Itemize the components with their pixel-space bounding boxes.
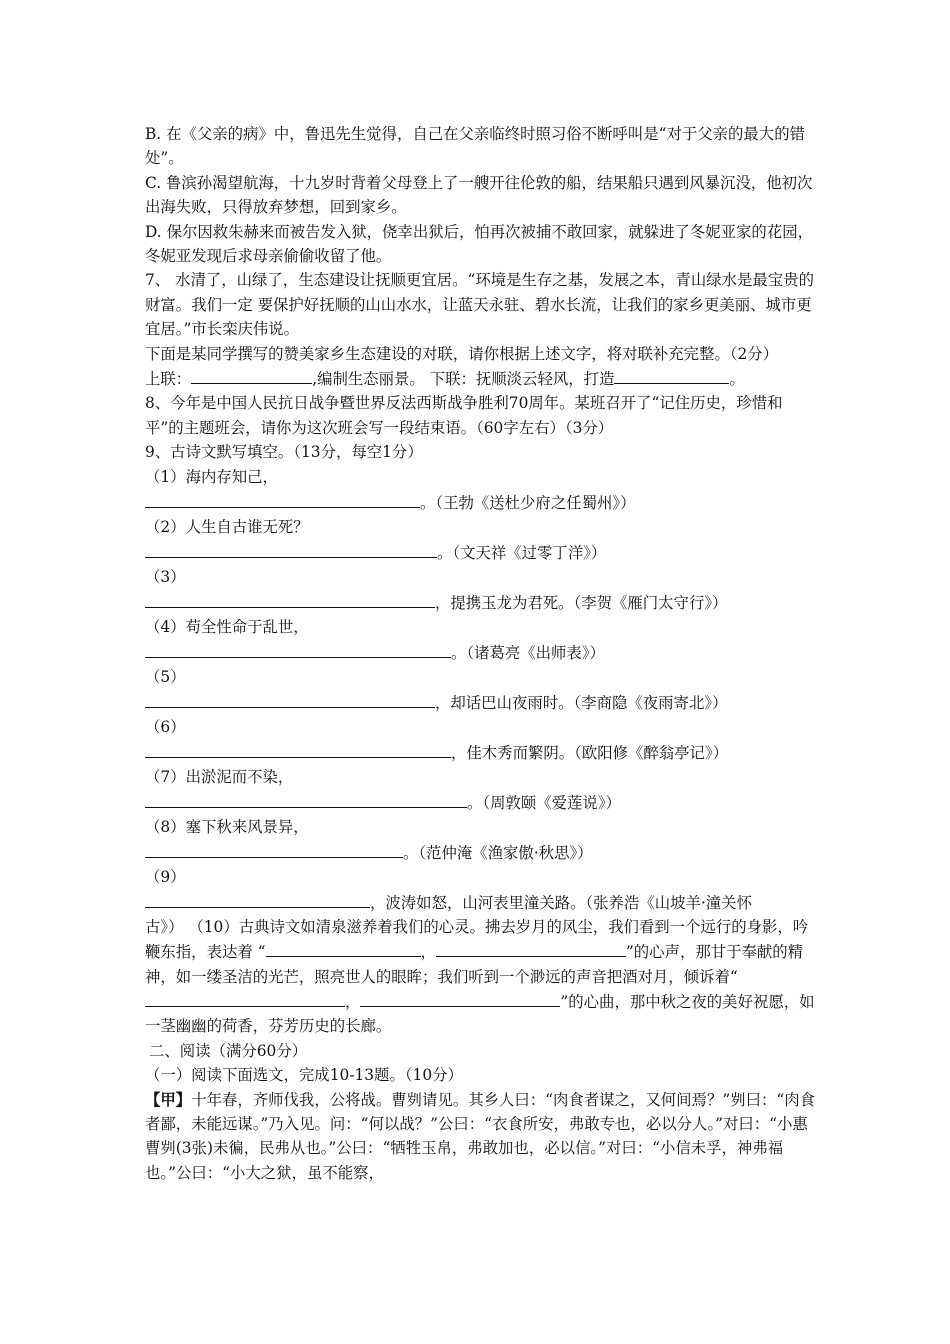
q9-item-2-answer xyxy=(145,540,817,565)
q9-blank-4[interactable] xyxy=(145,640,451,658)
q9-item-9-source: ，波涛如怒，山河表里潼关路。（张养浩《山坡羊·潼关怀 xyxy=(370,893,752,912)
q9-item-1-source: 。（王勃《送杜少府之任蜀州》） xyxy=(420,493,636,512)
page-content xyxy=(145,122,817,1185)
q9-item-1-answer xyxy=(145,490,817,515)
question-9-title: 9、古诗文默写填空。（13分，每空1分） xyxy=(145,443,423,462)
q9-blank-7[interactable] xyxy=(145,790,467,808)
question-8: 8、今年是中国人民抗日战争暨世界反法西斯战争胜利70周年。某班召开了“记住历史，珍惜和平”的主题班会，请你为这次班会写一段结束语。（60字左右）（3分） xyxy=(145,394,783,437)
q9-blank-1[interactable] xyxy=(145,490,420,508)
passage-jia-mark: 【甲】 xyxy=(145,1090,192,1109)
q9-item-8-answer xyxy=(145,840,817,865)
q9-blank-10[interactable] xyxy=(266,939,421,957)
q9-item-10-intro: 古》） （10）古典诗文如清泉滋养着我们的心灵。拂去岁月的风尘，我们看到一个远行的身影，吟鞭东指，表达着 “ xyxy=(145,917,809,962)
q9-item-4-source: 。（诸葛亮《出师表》） xyxy=(451,643,605,662)
q9-item-7-source: 。（周敦颐《爱莲说》） xyxy=(467,793,621,812)
q9-item-1-label: （1）海内存知己， xyxy=(145,467,278,486)
couplet-middle: ,编制生态丽景。 下联：抚顺淡云轻风，打造 xyxy=(312,370,615,389)
q9-item-5-source: ，却话巴山夜雨时。（李商隐《夜雨寄北》） xyxy=(435,693,728,712)
q9-item-3-answer xyxy=(145,590,817,615)
passage-jia-text: 十年春，齐师伐我，公将战。曹刿请见。其乡人曰：“肉食者谋之，又何间焉？”刿曰：“肉食者鄙，未能远谋。”乃入见。问：“何以战？”公曰：“衣食所安，弗敢专也，必以分人。”对曰：“小惠曹刿(3张)未徧，民弗从也。”公曰：“牺牲玉帛，弗敢加也，必以信。”对曰：“小信未孚，神弗福也。”公曰：“小大之狱，虽不能察， xyxy=(145,1090,816,1182)
passage-jia xyxy=(145,1088,817,1186)
q9-item-4-answer xyxy=(145,640,817,665)
q9-item-2-label: （2）人生自古谁无死？ xyxy=(145,517,309,536)
couplet-blank-2[interactable] xyxy=(614,366,729,384)
q9-item-10-sep-2: ， xyxy=(345,992,361,1011)
q9-item-7-label: （7）出淤泥而不染， xyxy=(145,767,294,786)
q9-item-10-middle: ”的心声，那甘于奉献的精神，如一缕圣洁的光芒，照亮世人的眼眸；我们听到一个渺远的声音把酒对月，倾诉着“ xyxy=(145,943,804,986)
q9-item-6-answer xyxy=(145,740,817,765)
couplet-blank-1[interactable] xyxy=(191,366,312,384)
q9-blank-2[interactable] xyxy=(145,540,437,558)
q9-item-9-answer xyxy=(145,890,817,915)
q9-item-5-answer xyxy=(145,690,817,715)
q9-blank-11[interactable] xyxy=(436,939,626,957)
q9-item-6-source: ，佳木秀而繁阴。（欧阳修《醉翁亭记》） xyxy=(451,743,729,762)
option-d: D. 保尔因救朱赫来而被告发入狱，侥幸出狱后，怕再次被捕不敢回家，就躲进了冬妮亚家的花园，冬妮亚发现后求母亲偷偷收留了他。 xyxy=(145,222,813,266)
subsection-1-heading: （一）阅读下面选文，完成10-13题。（10分） xyxy=(145,1066,463,1085)
q9-item-7-answer xyxy=(145,790,817,815)
q9-blank-13[interactable] xyxy=(360,989,560,1007)
q9-item-4-label: （4）苟全性命于乱世， xyxy=(145,617,309,636)
couplet-end: 。 xyxy=(729,370,745,389)
q9-item-6-label: （6） xyxy=(145,717,186,736)
q9-blank-8[interactable] xyxy=(145,840,403,858)
question-9 xyxy=(145,440,817,1038)
q9-blank-9[interactable] xyxy=(145,890,370,908)
option-c: C. 鲁滨孙渴望航海，十九岁时背着父母登上了一艘开往伦敦的船，结果船只遇到风暴沉没，他初次出海失败，只得放弃梦想，回到家乡。 xyxy=(145,173,813,217)
q9-blank-5[interactable] xyxy=(145,690,435,708)
q9-blank-6[interactable] xyxy=(145,740,451,758)
question-7-instruction: 下面是某同学撰写的赞美家乡生态建设的对联，请你根据上述文字，将对联补充完整。（2分） xyxy=(145,344,779,363)
q9-item-5-label: （5） xyxy=(145,667,186,686)
option-b: B. 在《父亲的病》中，鲁迅先生觉得，自己在父亲临终时照习俗不断呼叫是“对于父亲的最大的错处”。 xyxy=(145,125,805,168)
q9-blank-12[interactable] xyxy=(145,989,345,1007)
q9-item-10 xyxy=(145,915,817,1039)
q9-item-3-label: （3） xyxy=(145,567,186,586)
couplet-upper-label: 上联： xyxy=(145,370,192,389)
section-2-heading: 二、阅读（满分60分） xyxy=(149,1041,308,1060)
q9-item-8-label: （8）塞下秋来风景异， xyxy=(145,817,309,836)
q9-item-10-end: ”的心曲，那中秋之夜的美好祝愿，如一茎幽幽的荷香，芬芳历史的长廊。 xyxy=(145,992,815,1036)
q9-item-3-source: ，提携玉龙为君死。（李贺《雁门太守行》） xyxy=(435,593,728,612)
q9-item-2-source: 。（文天祥《过零丁洋》） xyxy=(437,543,607,562)
q9-item-8-source: 。（范仲淹《渔家傲·秋思》） xyxy=(403,843,593,862)
q9-item-9-label: （9） xyxy=(145,867,186,886)
couplet-line xyxy=(145,366,817,391)
q9-item-10-sep: ， xyxy=(420,943,436,962)
q9-blank-3[interactable] xyxy=(145,590,435,608)
question-7-text: 7、 水清了，山绿了，生态建设让抚顺更宜居。“环境是生存之基，发展之本，青山绿水是最宝贵的财富。我们一定 要保护好抚顺的山山水水，让蓝天永驻、碧水长流，让我们的家乡更美丽、城市更宜居。”市长栾庆伟说。 xyxy=(145,271,814,339)
